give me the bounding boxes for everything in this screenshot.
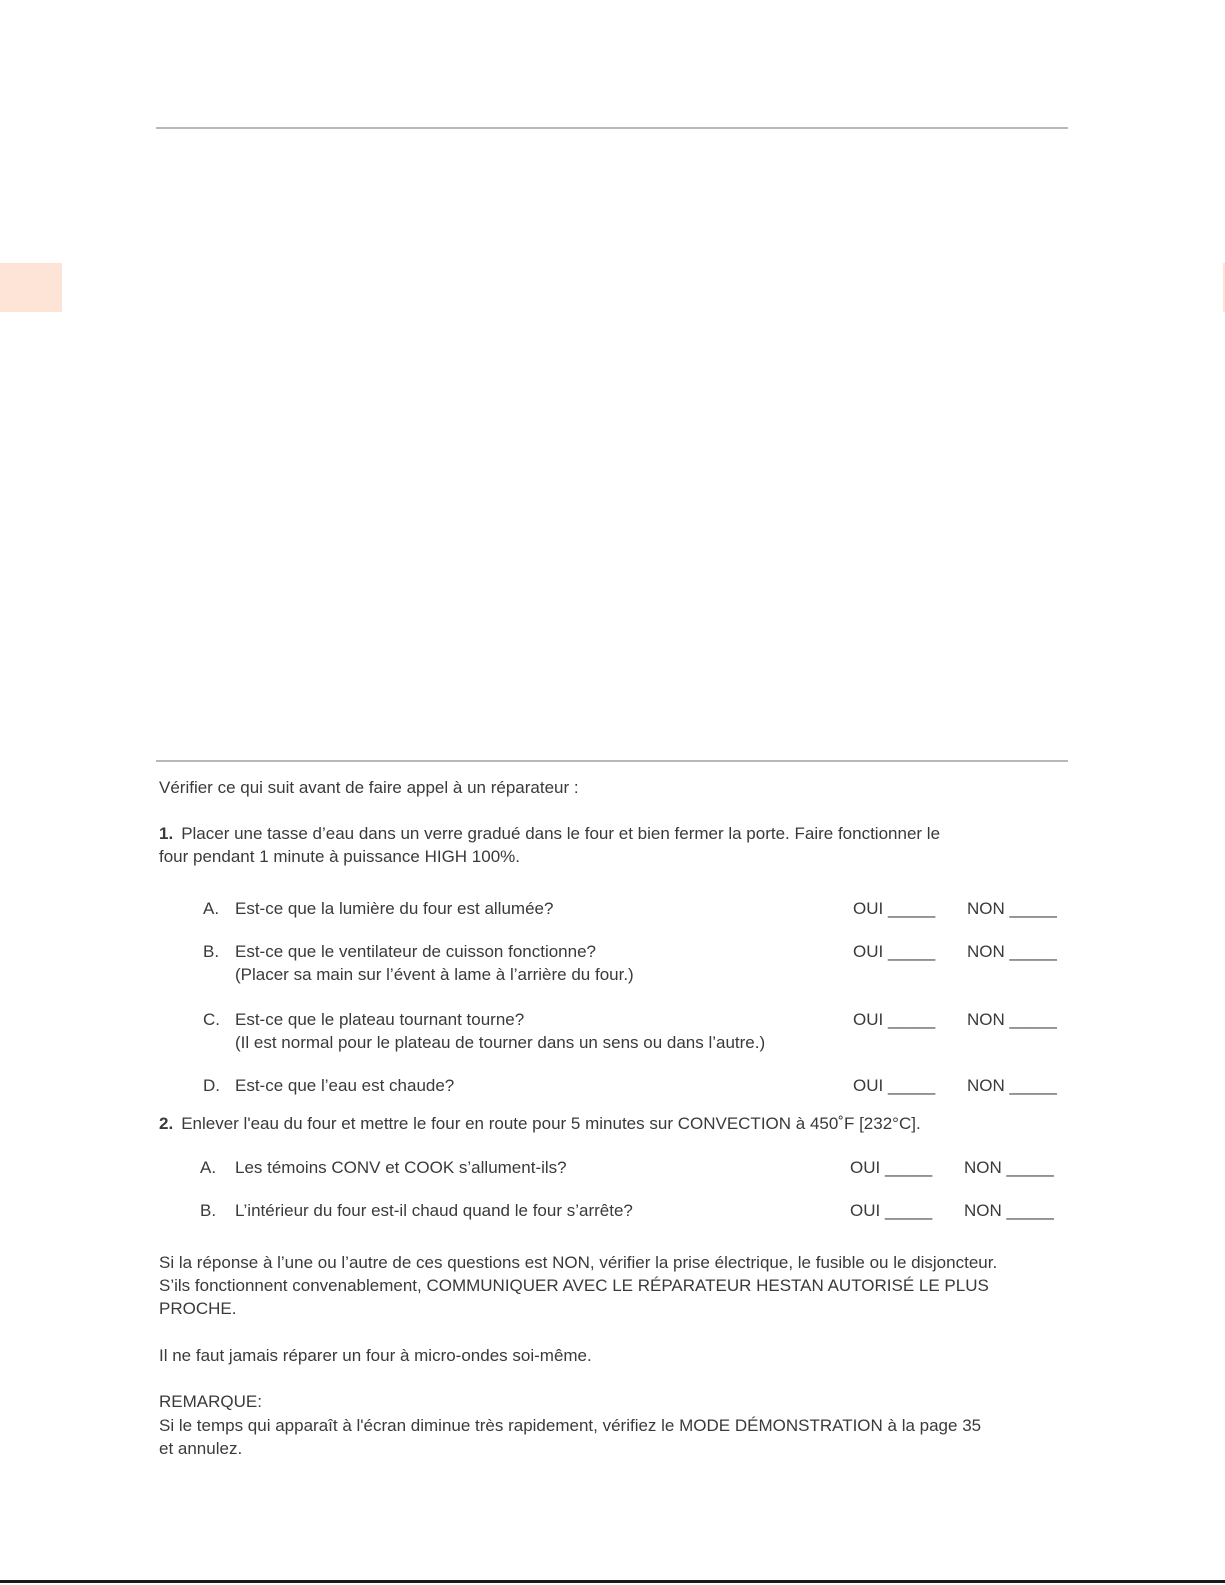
intro-text: Vérifier ce qui suit avant de faire appel à un réparateur : — [159, 778, 579, 797]
step1-question-b-letter: B. — [203, 942, 220, 961]
step1-question-c: Est-ce que le plateau tournant tourne? — [235, 1010, 525, 1029]
top-divider — [156, 127, 1068, 129]
remark-line2: et annulez. — [159, 1439, 243, 1458]
step2-question-b-non[interactable]: NON _____ — [964, 1201, 1054, 1220]
step2-line1 — [159, 1112, 921, 1135]
step2-number: 2. — [159, 1114, 174, 1133]
step1-question-b-note: (Placer sa main sur l’évent à lame à l’arrière du four.) — [235, 965, 634, 984]
step1-question-c-letter: C. — [203, 1010, 220, 1029]
step2-question-b-letter: B. — [200, 1201, 217, 1220]
conclusion-line1: Si la réponse à l’une ou l’autre de ces questions est NON, vérifier la prise électrique, le fusible ou le disjoncteur. — [159, 1253, 998, 1272]
step1-question-d-letter: D. — [203, 1076, 220, 1095]
step1-number: 1. — [159, 824, 174, 843]
step2-question-a-non[interactable]: NON _____ — [964, 1158, 1054, 1177]
section-divider — [156, 760, 1068, 762]
step2-question-b: L’intérieur du four est-il chaud quand le four s’arrête? — [235, 1201, 633, 1220]
conclusion-line3: PROCHE. — [159, 1299, 237, 1318]
step1-question-a-oui[interactable]: OUI _____ — [853, 899, 936, 918]
step1-question-a-letter: A. — [203, 899, 220, 918]
step2-question-b-oui[interactable]: OUI _____ — [850, 1201, 933, 1220]
step1-question-d: Est-ce que l’eau est chaude? — [235, 1076, 455, 1095]
conclusion-line2: S’ils fonctionnent convenablement, COMMUNIQUER AVEC LE RÉPARATEUR HESTAN AUTORISÉ LE PLUS — [159, 1276, 989, 1295]
step2-text: Enlever l'eau du four et mettre le four en route pour 5 minutes sur CONVECTION à 450˚F [232°C]. — [181, 1114, 921, 1133]
step1-question-b: Est-ce que le ventilateur de cuisson fonctionne? — [235, 942, 597, 961]
step1-question-d-non[interactable]: NON _____ — [967, 1076, 1057, 1095]
step1-question-c-note: (Il est normal pour le plateau de tourner dans un sens ou dans l’autre.) — [235, 1033, 766, 1052]
step1-question-b-oui[interactable]: OUI _____ — [853, 942, 936, 961]
step1-question-c-non[interactable]: NON _____ — [967, 1010, 1057, 1029]
side-tab-marker — [0, 263, 62, 312]
step1-question-b-non[interactable]: NON _____ — [967, 942, 1057, 961]
step1-line2: four pendant 1 minute à puissance HIGH 100%. — [159, 847, 520, 866]
step1-question-a: Est-ce que la lumière du four est allumée? — [235, 899, 554, 918]
step1-question-c-oui[interactable]: OUI _____ — [853, 1010, 936, 1029]
step2-question-a-letter: A. — [200, 1158, 217, 1177]
warning-text: Il ne faut jamais réparer un four à micro-ondes soi-même. — [159, 1346, 592, 1365]
step2-question-a-oui[interactable]: OUI _____ — [850, 1158, 933, 1177]
step1-question-a-non[interactable]: NON _____ — [967, 899, 1057, 918]
remark-line1: Si le temps qui apparaît à l'écran diminue très rapidement, vérifiez le MODE DÉMONSTRATION à la page 35 — [159, 1416, 982, 1435]
step2-question-a: Les témoins CONV et COOK s’allument-ils? — [235, 1158, 567, 1177]
remark-label: REMARQUE: — [159, 1392, 262, 1411]
step1-question-d-oui[interactable]: OUI _____ — [853, 1076, 936, 1095]
step1-line1 — [159, 822, 940, 845]
step1-text: Placer une tasse d’eau dans un verre gradué dans le four et bien fermer la porte. Faire fonctionner le — [181, 824, 941, 843]
page-bottom-border — [0, 1580, 1225, 1583]
